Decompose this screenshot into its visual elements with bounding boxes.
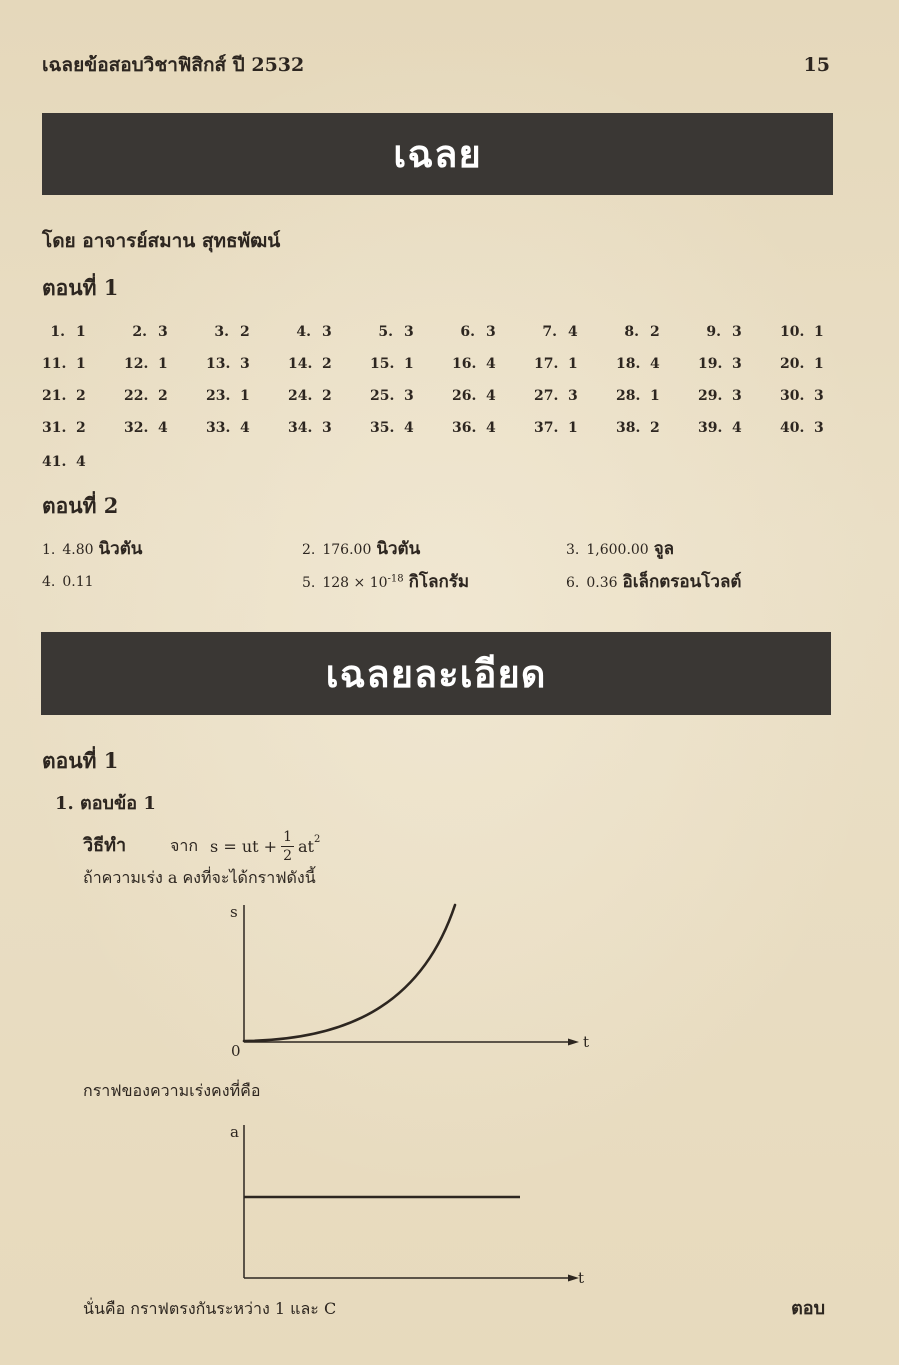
answer-choice: 3 [814,420,824,436]
part1-heading: ตอนที่ 1 [42,275,119,300]
detail-part1-heading: ตอนที่ 1 [42,748,119,773]
question-number: 20. [780,356,805,372]
question-number: 3. [214,324,229,340]
answer-choice: 1 [814,356,824,372]
answer-item [206,382,288,410]
formula-lhs: s = ut + [210,836,278,856]
question-number: 33. [206,420,231,436]
answer-label: ตอบ [791,1298,825,1319]
answer-choice: 1 [240,388,250,404]
answer-choice: 2 [158,388,168,404]
fraction-denominator: 2 [283,847,292,864]
question-number: 39. [698,420,723,436]
acceleration-time-graph [220,1115,600,1290]
answer-choice: 2 [322,356,332,372]
answer-item [534,318,616,346]
question-number: 37. [534,420,559,436]
answer-unit: จูล [653,539,675,559]
answer-item [616,414,698,442]
answer-item [370,350,452,378]
answer-item [534,382,616,410]
question-number: 16. [452,356,477,372]
answer-item [206,318,288,346]
answer-item [534,414,616,442]
answer-choice: 4 [650,356,660,372]
answer-unit: อิเล็กตรอนโวลต์ [622,572,742,592]
part2-answer [302,536,420,562]
a-axis-label: a [230,1123,239,1141]
answer-choice: 2 [650,420,660,436]
question-number: 7. [542,324,557,340]
answer-choice: 4 [240,420,250,436]
answer-item [288,350,370,378]
answer-row [42,382,862,410]
page-number: 15 [803,54,830,76]
answer-exponent: -18 [387,573,404,585]
question-number: 2. [302,542,316,558]
answer-item [288,382,370,410]
answer-item [370,318,452,346]
answer-item [42,350,124,378]
answer-choice: 1 [650,388,660,404]
answer-choice: 1 [568,420,578,436]
t-axis-label: t [578,1269,585,1287]
s-axis-label: s [230,903,238,921]
answers-banner-title: เฉลย [393,131,482,176]
answer-item [42,318,124,346]
answer-item [370,414,452,442]
answer-item [124,350,206,378]
answer-choice: 3 [322,420,332,436]
answer-choice: 4 [404,420,414,436]
answer-item [698,382,780,410]
question-number: 36. [452,420,477,436]
answer-choice: 3 [404,324,414,340]
t-axis-arrow [568,1039,579,1046]
part2-answer [302,569,469,595]
part2-answer [566,569,741,595]
question-number: 6. [460,324,475,340]
answer-choice: 2 [240,324,250,340]
answer-unit: นิวตัน [376,539,421,559]
answer-unit: กิโลกรัม [408,572,470,592]
question-number: 22. [124,388,149,404]
question-number: 18. [616,356,641,372]
answer-item [780,318,862,346]
answer-item [780,382,862,410]
answer-choice: 3 [322,324,332,340]
formula-prefix: จาก [170,835,199,855]
answer-choice: 4 [486,388,496,404]
answer-value: 176.00 [322,542,372,558]
author-line: โดย อาจารย์สมาน สุทธพัฒน์ [42,230,281,252]
question-number: 5. [302,575,316,591]
question-number: 3. [566,542,580,558]
question-number: 6. [566,575,580,591]
answers-banner [42,113,833,195]
answer-choice: 1 [568,356,578,372]
answer-item [452,318,534,346]
answer-choice: 3 [732,324,742,340]
answer-item [124,414,206,442]
answer-item [288,318,370,346]
question-number: 38. [616,420,641,436]
answer-choice: 2 [76,388,86,404]
question-number: 10. [780,324,805,340]
answer-item [616,350,698,378]
answer-choice: 2 [76,420,86,436]
answer-choice: 1 [814,324,824,340]
answer-row [42,414,862,442]
answer-choice: 4 [732,420,742,436]
answer-choice: 3 [486,324,496,340]
part2-answer [566,536,674,562]
answer-value: 4.80 [62,542,94,558]
answer-item [780,350,862,378]
answer-value: 1,600.00 [586,542,649,558]
question-number: 35. [370,420,395,436]
answer-value: 128 × 10 [322,575,388,591]
question-number: 32. [124,420,149,436]
part2-answer [42,569,94,595]
answer-choice: 4 [568,324,578,340]
question-number: 15. [370,356,395,372]
question-number: 34. [288,420,313,436]
answer-choice: 4 [486,356,496,372]
answer-choice: 3 [814,388,824,404]
fraction [281,830,294,863]
origin-label: 0 [231,1042,241,1060]
question-number: 4. [42,574,56,590]
question-number: 23. [206,388,231,404]
answer-row [42,318,862,346]
question-number: 8. [624,324,639,340]
question-number: 1. [42,542,56,558]
detailed-solutions-banner-title: เฉลยละเอียด [325,650,547,696]
answer-value: 0.11 [62,574,94,590]
question-number: 25. [370,388,395,404]
question-number: 27. [534,388,559,404]
part2-answer [42,536,142,562]
answer-item [370,382,452,410]
answer-choice: 3 [240,356,250,372]
question-number: 28. [616,388,641,404]
answer-choice: 1 [158,356,168,372]
answer-item [698,318,780,346]
answer-item [616,318,698,346]
answer-choice: 1 [76,324,86,340]
answer-item [698,414,780,442]
answer-choice: 1 [76,356,86,372]
displacement-curve [244,905,455,1041]
answer-item [288,414,370,442]
answer-item [780,414,862,442]
question-number: 5. [378,324,393,340]
question-number: 1. [50,324,65,340]
answer-item [42,382,124,410]
answer-choice: 1 [404,356,414,372]
question-number: 19. [698,356,723,372]
question-number: 40. [780,420,805,436]
t-axis-label: t [583,1033,590,1051]
running-header-title: เฉลยข้อสอบวิชาฟิสิกส์ ปี 2532 [42,54,305,76]
answer-choice: 2 [322,388,332,404]
formula-exponent: 2 [313,834,321,845]
question-number: 13. [206,356,231,372]
answer-choice: 3 [732,356,742,372]
answer-item [206,414,288,442]
answer-item [534,350,616,378]
displacement-time-graph [220,895,600,1065]
fraction-numerator: 1 [283,828,292,845]
question-number: 9. [706,324,721,340]
answer-choice: 4 [486,420,496,436]
detailed-solutions-banner [41,632,831,715]
answer-choice: 4 [76,454,86,470]
answer-choice: 3 [568,388,578,404]
answer-item [124,318,206,346]
answer-item [42,414,124,442]
answer-row [42,448,124,476]
question-number: 31. [42,420,67,436]
answer-item [698,350,780,378]
answer-choice: 3 [158,324,168,340]
question-number: 14. [288,356,313,372]
question-number: 21. [42,388,67,404]
graph-intro-text: ถ้าความเร่ง a คงที่จะได้กราฟดังนี้ [83,868,316,887]
answer-item [42,448,124,476]
question-number: 12. [124,356,149,372]
question-number: 41. [42,454,67,470]
acceleration-graph-intro-text: กราฟของความเร่งคงที่คือ [83,1081,261,1100]
answer-choice: 3 [404,388,414,404]
question-number: 17. [534,356,559,372]
question-number: 4. [296,324,311,340]
part2-heading: ตอนที่ 2 [42,493,119,518]
question-number: 29. [698,388,723,404]
answer-choice: 2 [650,324,660,340]
kinematics-formula [170,826,320,866]
answer-unit: นิวตัน [98,539,143,559]
question-number: 30. [780,388,805,404]
question-number: 26. [452,388,477,404]
answer-item [206,350,288,378]
answer-item [452,382,534,410]
method-label: วิธีทำ [83,835,127,856]
answer-item [616,382,698,410]
conclusion-text: นั่นคือ กราฟตรงกันระหว่าง 1 และ C [83,1299,337,1318]
answer-choice: 3 [732,388,742,404]
answer-value: 0.36 [586,575,618,591]
answer-item [124,382,206,410]
question-number: 24. [288,388,313,404]
answer-row [42,350,862,378]
question-number: 11. [42,356,67,372]
answer-choice: 4 [158,420,168,436]
formula-term: at [297,836,314,856]
question-number: 2. [132,324,147,340]
question-1-answer-label: 1. ตอบข้อ 1 [55,793,156,814]
answer-item [452,414,534,442]
answer-item [452,350,534,378]
